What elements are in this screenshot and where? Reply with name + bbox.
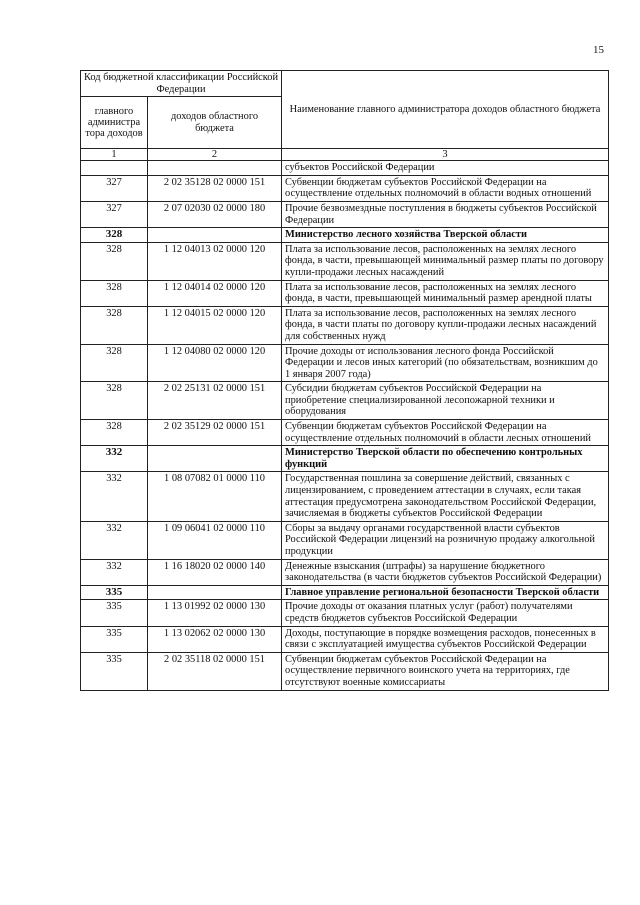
admin-code-cell: 335 — [81, 585, 148, 600]
income-code-cell: 2 02 35118 02 0000 151 — [148, 652, 282, 690]
income-code-cell: 1 16 18020 02 0000 140 — [148, 559, 282, 585]
income-code-cell: 1 12 04013 02 0000 120 — [148, 242, 282, 280]
income-name-cell: субъектов Российской Федерации — [282, 161, 609, 176]
table-body — [81, 161, 609, 690]
income-name-cell: Министерство Тверской области по обеспечению контрольных функций — [282, 446, 609, 472]
admin-code-cell: 328 — [81, 228, 148, 243]
column-number: 1 — [81, 149, 148, 161]
table-row — [81, 472, 609, 521]
income-name-cell: Прочие доходы от использования лесного фонда Российской Федерации и лесов иных категорий (по обязательствам, возникшим до 1 января 2007 года) — [282, 344, 609, 382]
admin-code-cell: 327 — [81, 201, 148, 227]
income-name-cell: Государственная пошлина за совершение действий, связанных с лицензированием, с проведением аттестации в случаях, если такая аттестация предусмотрена законодательством Российской Федерации, зачисляемая в бюджеты субъектов Российской Федерации — [282, 472, 609, 521]
income-name-cell: Сборы за выдачу органами государственной власти субъектов Российской Федерации лицензий на розничную продажу алкогольной продукции — [282, 521, 609, 559]
admin-code-cell: 335 — [81, 626, 148, 652]
income-code-cell — [148, 228, 282, 243]
admin-code-cell: 332 — [81, 472, 148, 521]
income-name-cell: Субсидии бюджетам субъектов Российской Федерации на приобретение специализированной лесопожарной техники и оборудования — [282, 382, 609, 420]
column-number: 2 — [148, 149, 282, 161]
column-number: 3 — [282, 149, 609, 161]
income-code-cell — [148, 161, 282, 176]
header-code-group: Код бюджетной классификации Российской Федерации — [81, 71, 282, 97]
admin-code-cell: 328 — [81, 280, 148, 306]
admin-code-cell: 332 — [81, 446, 148, 472]
income-code-cell: 1 13 01992 02 0000 130 — [148, 600, 282, 626]
income-code-cell: 1 09 06041 02 0000 110 — [148, 521, 282, 559]
income-code-cell: 2 07 02030 02 0000 180 — [148, 201, 282, 227]
header-name-column: Наименование главного администратора доходов областного бюджета — [282, 71, 609, 149]
admin-code-cell — [81, 161, 148, 176]
income-name-cell: Прочие доходы от оказания платных услуг (работ) получателями средств бюджетов субъектов Российской Федерации — [282, 600, 609, 626]
table-row — [81, 161, 609, 176]
header-code-column: доходов областного бюджета — [148, 97, 282, 149]
admin-code-cell: 335 — [81, 652, 148, 690]
income-name-cell: Доходы, поступающие в порядке возмещения расходов, понесенных в связи с эксплуатацией имущества субъектов Российской Федерации — [282, 626, 609, 652]
table-row-section — [81, 228, 609, 243]
income-code-cell: 1 12 04014 02 0000 120 — [148, 280, 282, 306]
admin-code-cell: 328 — [81, 306, 148, 344]
income-name-cell: Плата за использование лесов, расположенных на землях лесного фонда, в части, превышающей минимальный размер платы по договору купли-продажи лесных насаждений — [282, 242, 609, 280]
income-code-cell: 1 12 04015 02 0000 120 — [148, 306, 282, 344]
income-name-cell: Денежные взыскания (штрафы) за нарушение бюджетного законодательства (в части бюджетов субъектов Российской Федерации) — [282, 559, 609, 585]
admin-code-cell: 328 — [81, 242, 148, 280]
income-code-cell — [148, 446, 282, 472]
table-row — [81, 420, 609, 446]
admin-code-cell: 332 — [81, 559, 148, 585]
table-row-section — [81, 585, 609, 600]
admin-code-cell: 332 — [81, 521, 148, 559]
table-row-section — [81, 446, 609, 472]
table-row — [81, 280, 609, 306]
budget-classification-table — [80, 70, 609, 691]
income-code-cell: 2 02 25131 02 0000 151 — [148, 382, 282, 420]
income-name-cell: Плата за использование лесов, расположенных на землях лесного фонда, в части, превышающей минимальный размер арендной платы — [282, 280, 609, 306]
income-name-cell: Плата за использование лесов, расположенных на землях лесного фонда, в части платы по договору купли-продажи лесных насаждений для собственных нужд — [282, 306, 609, 344]
income-name-cell: Субвенции бюджетам субъектов Российской Федерации на осуществление первичного воинского учета на территориях, где отсутствуют военные комиссариаты — [282, 652, 609, 690]
income-code-cell — [148, 585, 282, 600]
income-name-cell: Субвенции бюджетам субъектов Российской Федерации на осуществление отдельных полномочий в области водных отношений — [282, 175, 609, 201]
admin-code-cell: 327 — [81, 175, 148, 201]
admin-code-cell: 328 — [81, 344, 148, 382]
table-row — [81, 652, 609, 690]
income-name-cell: Прочие безвозмездные поступления в бюджеты субъектов Российской Федерации — [282, 201, 609, 227]
income-code-cell: 2 02 35129 02 0000 151 — [148, 420, 282, 446]
table-row — [81, 382, 609, 420]
table-row — [81, 600, 609, 626]
table-row — [81, 559, 609, 585]
table-row — [81, 201, 609, 227]
table-row — [81, 521, 609, 559]
income-code-cell: 1 08 07082 01 0000 110 — [148, 472, 282, 521]
header-admin-column: главного администра тора доходов — [81, 97, 148, 149]
table-row — [81, 175, 609, 201]
table-row — [81, 344, 609, 382]
admin-code-cell: 328 — [81, 382, 148, 420]
admin-code-cell: 335 — [81, 600, 148, 626]
income-code-cell: 1 13 02062 02 0000 130 — [148, 626, 282, 652]
income-name-cell: Министерство лесного хозяйства Тверской области — [282, 228, 609, 243]
income-code-cell: 1 12 04080 02 0000 120 — [148, 344, 282, 382]
table-header — [81, 71, 609, 161]
admin-code-cell: 328 — [81, 420, 148, 446]
table-row — [81, 626, 609, 652]
page-number: 15 — [593, 44, 604, 56]
table-row — [81, 242, 609, 280]
income-name-cell: Субвенции бюджетам субъектов Российской Федерации на осуществление отдельных полномочий в области лесных отношений — [282, 420, 609, 446]
table-row — [81, 306, 609, 344]
income-name-cell: Главное управление региональной безопасности Тверской области — [282, 585, 609, 600]
income-code-cell: 2 02 35128 02 0000 151 — [148, 175, 282, 201]
